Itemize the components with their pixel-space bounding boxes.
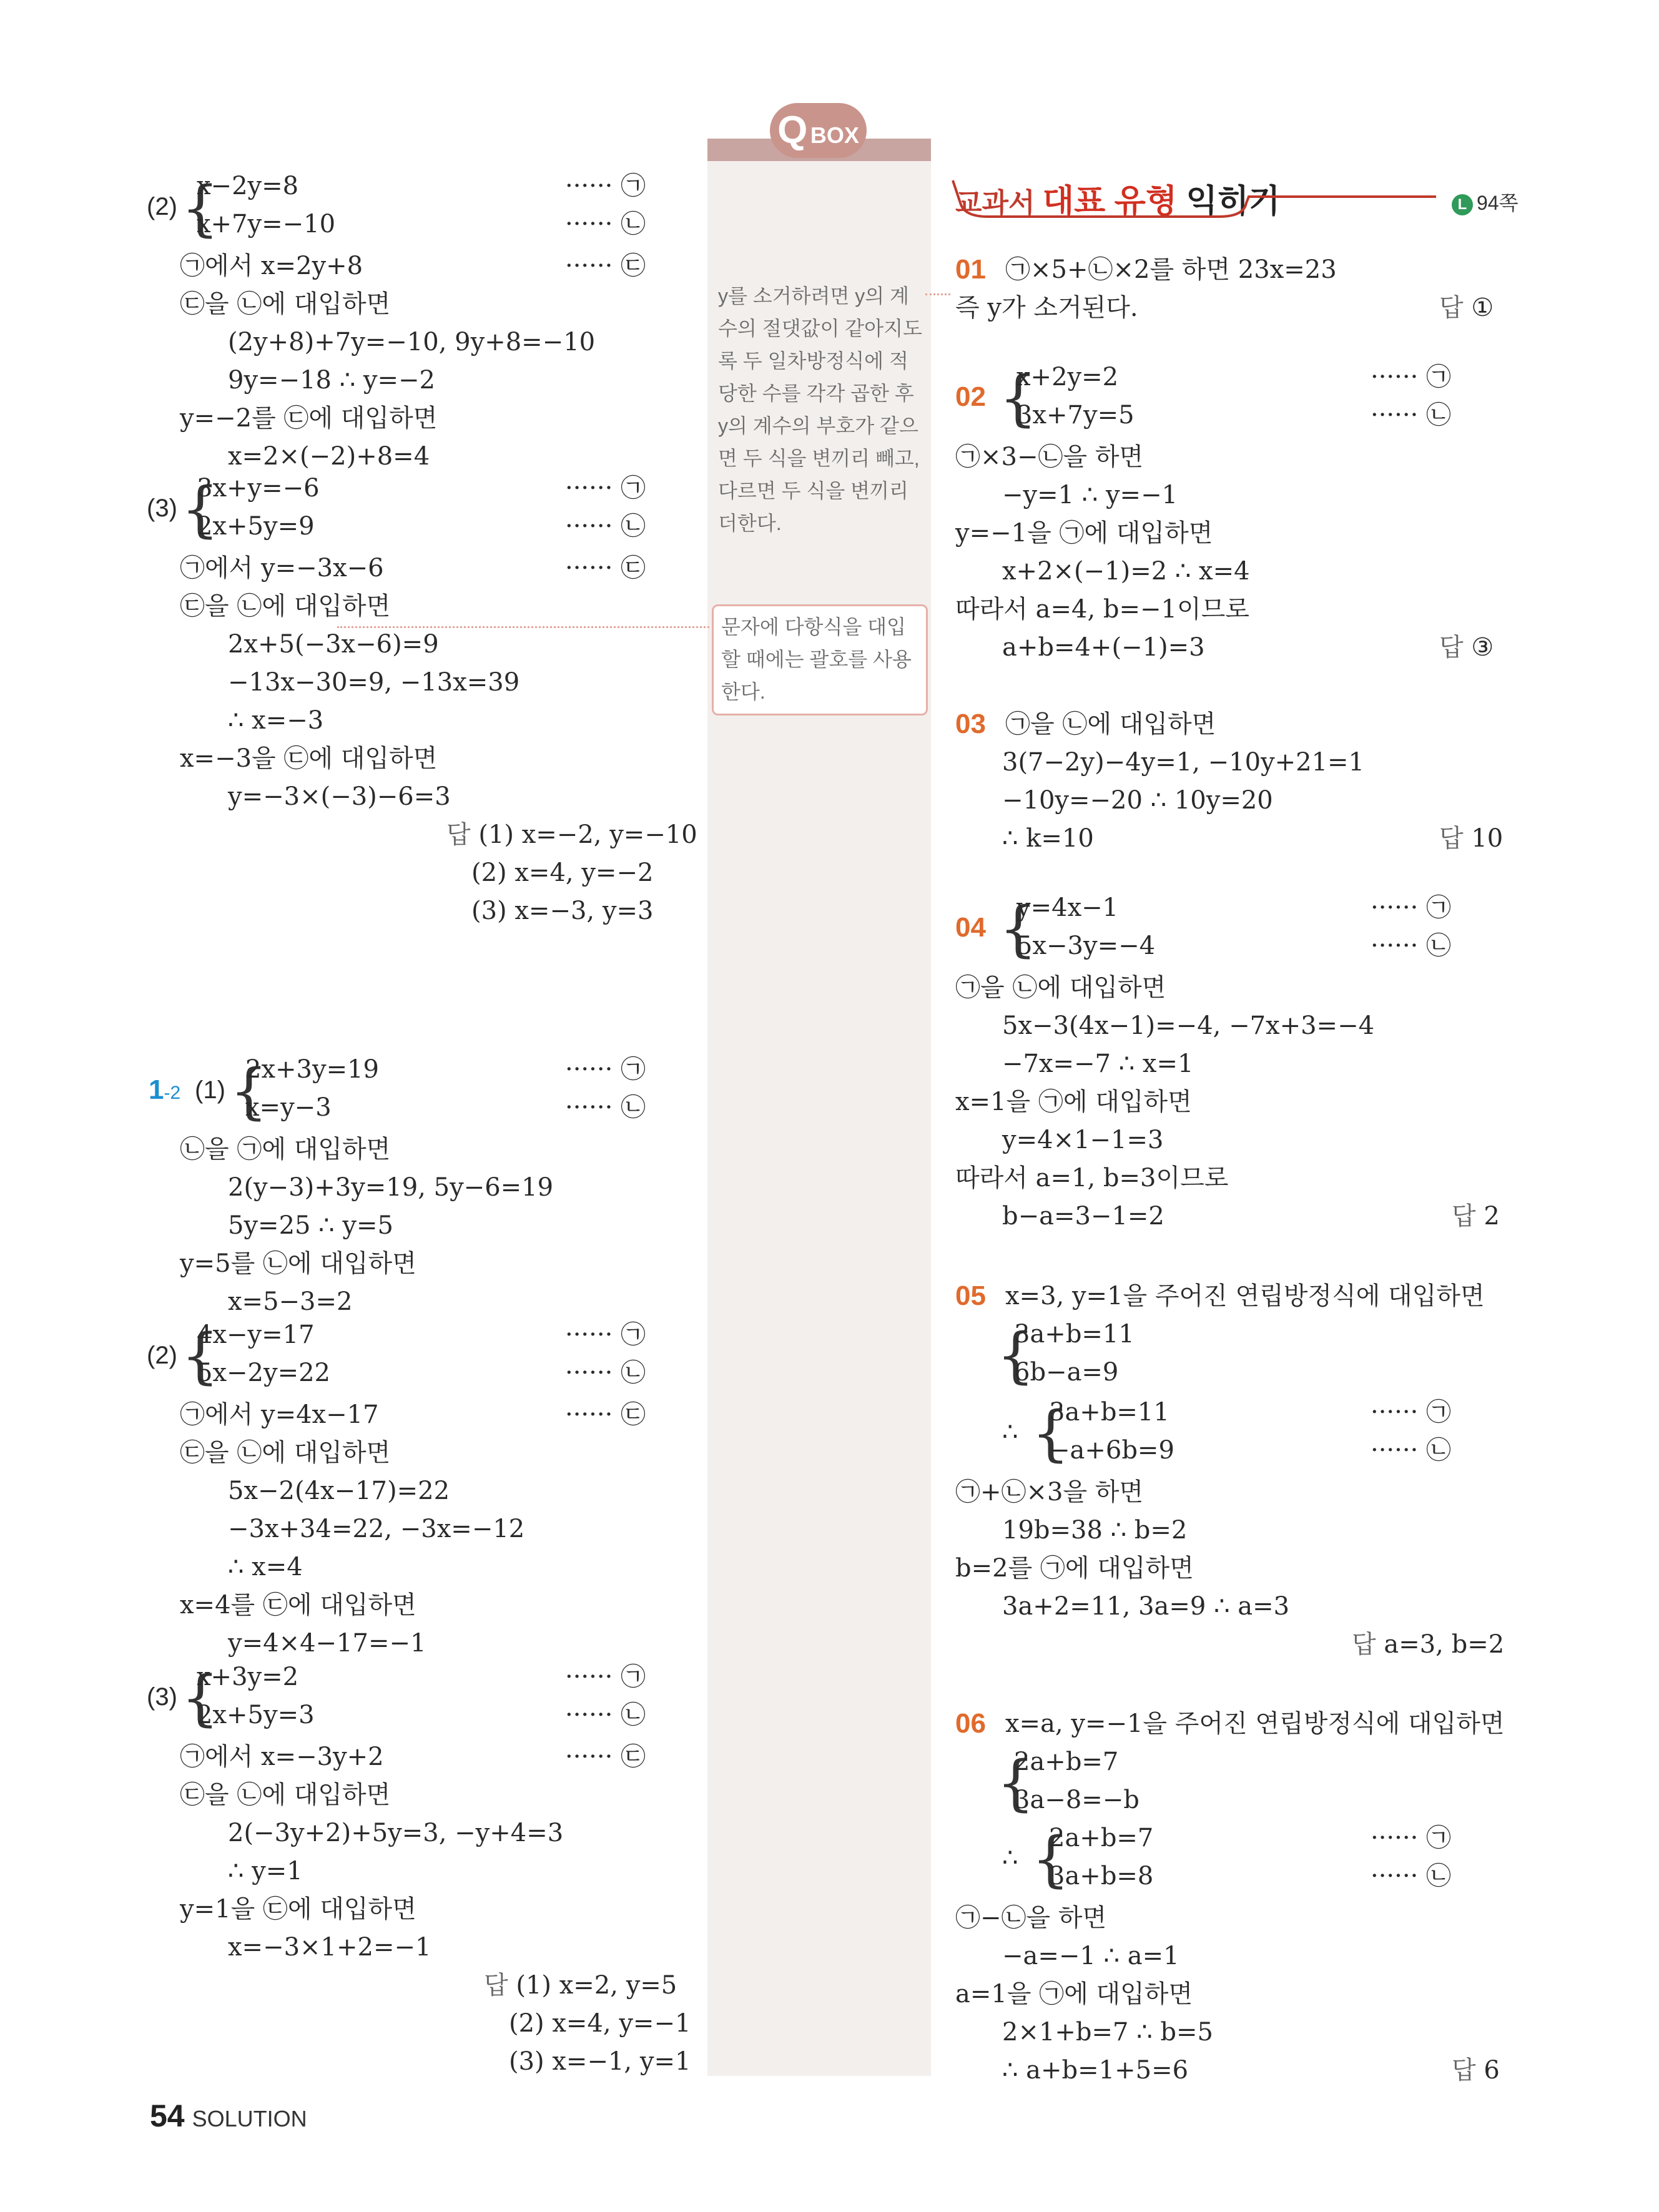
- answer-line: (3) x=−1, y=1: [509, 2047, 691, 2076]
- problem-number: 01: [955, 254, 986, 285]
- part-label: (3): [147, 494, 177, 522]
- solution-line: −13x−30=9, −13x=39: [228, 668, 520, 697]
- solution-line: ㉠을 ㉡에 대입하면: [1005, 710, 1216, 739]
- equation-marker: ······ ㉠: [1371, 1824, 1452, 1852]
- equation-marker: ······ ㉠: [565, 1320, 646, 1349]
- solution-line: x=−3×1+2=−1: [228, 1933, 431, 1962]
- answer-icon: 답: [1352, 1631, 1376, 1658]
- answer-line: 답 a=3, b=2: [1352, 1630, 1505, 1659]
- system-brace: {: [997, 1748, 1035, 1818]
- footer-label: SOLUTION: [192, 2106, 307, 2131]
- qbox-note-1: y를 소거하려면 y의 계수의 절댓값이 같아지도록 두 일차방정식에 적당한 수를 각각 곱한 후 y의 계수의 부호가 같으면 두 식을 변끼리 빼고, 다르면 두 식을 변끼리 더한다.: [718, 285, 922, 534]
- solution-line: y=4×1−1=3: [1002, 1126, 1164, 1154]
- equation-marker: ······ ㉡: [1371, 1436, 1452, 1465]
- solution-line: ∴ k=10: [1002, 824, 1094, 853]
- solution-line: x=−3을 ㉢에 대입하면: [180, 744, 438, 773]
- solution-line: −y=1 ∴ y=−1: [1002, 481, 1178, 509]
- answer-icon: 답: [1439, 825, 1464, 852]
- solution-line: ㉠에서 x=2y+8: [180, 252, 363, 280]
- answer-line: 답 ③: [1439, 633, 1494, 662]
- equation: x+7y=−10: [197, 210, 336, 238]
- solution-line: −a=−1 ∴ a=1: [1002, 1942, 1179, 1970]
- solution-line: ∴ a+b=1+5=6: [1002, 2056, 1189, 2085]
- equation: 3a+b=8: [1049, 1862, 1154, 1890]
- answer-line: 답 (1) x=2, y=5: [484, 1971, 677, 2000]
- equation: 2a+b=7: [1014, 1747, 1119, 1776]
- solution-line: y=5를 ㉡에 대입하면: [180, 1249, 416, 1278]
- equation: 5x−3y=−4: [1017, 931, 1156, 960]
- solution-line: ㉢을 ㉡에 대입하면: [180, 1781, 391, 1809]
- answer-line: (2) x=4, y=−2: [471, 858, 654, 887]
- equation: 5x−2y=22: [197, 1359, 330, 1387]
- equation: 3a−8=−b: [1014, 1786, 1140, 1814]
- solution-line: −7x=−7 ∴ x=1: [1002, 1049, 1194, 1078]
- equation-marker: ······ ㉠: [1371, 893, 1452, 922]
- answer-icon: 답: [1452, 2057, 1476, 2084]
- solution-line: ㉠에서 x=−3y+2: [180, 1743, 384, 1771]
- solution-line: ㉢을 ㉡에 대입하면: [180, 290, 391, 318]
- solution-line: ㉠×3−㉡을 하면: [955, 443, 1144, 471]
- solution-line: 9y=−18 ∴ y=−2: [228, 366, 435, 395]
- system-brace: {: [1031, 1824, 1070, 1894]
- therefore-symbol: ∴: [1002, 1418, 1018, 1447]
- equation-marker: ······ ㉢: [565, 554, 646, 582]
- system-brace: {: [230, 1056, 268, 1126]
- answer-icon: 답: [446, 821, 471, 848]
- answer-icon: 답: [1439, 634, 1464, 661]
- qbox-note-2: 문자에 다항식을 대입할 때에는 괄호를 사용한다.: [721, 616, 912, 703]
- equation-marker: ······ ㉠: [565, 1055, 646, 1084]
- equation: 2x+5y=9: [197, 512, 315, 541]
- system-brace: {: [181, 474, 220, 544]
- solution-line: 5y=25 ∴ y=5: [228, 1211, 393, 1240]
- solution-line: ㉡을 ㉠에 대입하면: [180, 1135, 391, 1164]
- solution-line: ∴ x=4: [228, 1553, 303, 1581]
- solution-line: x=2×(−2)+8=4: [228, 442, 430, 471]
- answer-line: 답 6: [1452, 2056, 1500, 2085]
- solution-line: y=4×4−17=−1: [228, 1629, 426, 1658]
- problem-number: 03: [955, 709, 986, 739]
- equation: 3x+7y=5: [1017, 401, 1135, 430]
- part-label: (2): [147, 1342, 177, 1369]
- solution-line: y=−3×(−3)−6=3: [228, 782, 451, 811]
- system-brace: {: [181, 174, 220, 243]
- solution-line: ㉠+㉡×3을 하면: [955, 1478, 1144, 1507]
- equation-marker: ······ ㉡: [565, 512, 646, 541]
- solution-line: ㉠−㉡을 하면: [955, 1904, 1107, 1932]
- page-reference: L 94쪽: [1452, 187, 1519, 216]
- equation: 3x+y=−6: [197, 474, 320, 503]
- answer-line: (3) x=−3, y=3: [471, 897, 654, 925]
- problem-number: 06: [955, 1708, 986, 1739]
- answer-icon: 답: [484, 1972, 508, 1999]
- equation: 2x+3y=19: [245, 1055, 379, 1084]
- solution-line: 3a+2=11, 3a=9 ∴ a=3: [1002, 1592, 1290, 1621]
- solution-line: ㉢을 ㉡에 대입하면: [180, 1438, 391, 1467]
- equation-marker: ······ ㉠: [1371, 363, 1452, 391]
- solution-line: y=1을 ㉢에 대입하면: [180, 1895, 416, 1924]
- solution-line: ㉠을 ㉡에 대입하면: [955, 973, 1166, 1002]
- equation-marker: ······ ㉠: [1371, 1398, 1452, 1427]
- answer-line: 답 10: [1439, 824, 1504, 853]
- page-footer: [150, 2098, 307, 2134]
- reference-icon: L: [1452, 194, 1473, 215]
- solution-line: (2y+8)+7y=−10, 9y+8=−10: [228, 328, 596, 356]
- part-label: (2): [147, 193, 177, 220]
- part-label: (1): [195, 1076, 225, 1104]
- solution-line: b−a=3−1=2: [1002, 1202, 1164, 1231]
- solution-line: x=1을 ㉠에 대입하면: [955, 1088, 1192, 1116]
- answer-icon: 답: [1439, 294, 1464, 322]
- equation: x+2y=2: [1017, 363, 1119, 391]
- qbox-badge: Q BOX: [770, 103, 867, 158]
- answer-line: (2) x=4, y=−1: [509, 2009, 691, 2038]
- solution-line: 따라서 a=1, b=3이므로: [955, 1164, 1229, 1192]
- system-brace: {: [181, 1663, 220, 1733]
- solution-line: 5x−2(4x−17)=22: [228, 1477, 450, 1505]
- solution-line: 2x+5(−3x−6)=9: [228, 630, 439, 659]
- solution-line: ㉠×5+㉡×2를 하면 23x=23: [1005, 255, 1337, 284]
- equation-marker: ······ ㉢: [565, 1400, 646, 1429]
- problem-number: 05: [955, 1281, 986, 1311]
- part-label: (3): [147, 1683, 177, 1711]
- solution-line: 2(y−3)+3y=19, 5y−6=19: [228, 1173, 554, 1202]
- equation-marker: ······ ㉡: [565, 1093, 646, 1122]
- solution-line: x+2×(−1)=2 ∴ x=4: [1002, 557, 1250, 586]
- equation: y=4x−1: [1017, 893, 1119, 922]
- equation-marker: ······ ㉡: [1371, 1862, 1452, 1890]
- equation: −a+6b=9: [1049, 1436, 1174, 1465]
- equation-marker: ······ ㉠: [565, 1663, 646, 1691]
- solution-line: ㉠에서 y=−3x−6: [180, 554, 384, 582]
- solution-line: ∴ y=1: [228, 1857, 303, 1885]
- problem-number: 04: [955, 912, 986, 943]
- solution-line: x=4를 ㉢에 대입하면: [180, 1591, 416, 1620]
- solution-line: −10y=−20 ∴ 10y=20: [1002, 786, 1273, 815]
- equation: x+3y=2: [197, 1663, 299, 1691]
- problem-number: 02: [955, 381, 986, 412]
- equation-marker: ······ ㉡: [1371, 931, 1452, 960]
- solution-line: −3x+34=22, −3x=−12: [228, 1515, 525, 1543]
- answer-line: 답 2: [1452, 1202, 1500, 1231]
- equation: x=y−3: [245, 1093, 332, 1122]
- answer-line: 답 (1) x=−2, y=−10: [446, 820, 697, 849]
- therefore-symbol: ∴: [1002, 1844, 1018, 1872]
- equation-marker: ······ ㉢: [565, 252, 646, 280]
- solution-line: ㉠에서 y=4x−17: [180, 1400, 379, 1429]
- equation-marker: ······ ㉢: [565, 1743, 646, 1771]
- section-title-underline: [950, 178, 1437, 223]
- solution-line: x=5−3=2: [228, 1287, 353, 1316]
- section-title: 교과서 대표 유형 익히기: [955, 184, 1281, 220]
- equation: 3a+b=11: [1049, 1398, 1169, 1427]
- solution-line: 2(−3y+2)+5y=3, −y+4=3: [228, 1819, 564, 1847]
- equation: 2x+5y=3: [197, 1701, 315, 1729]
- qbox-leader-1: [925, 293, 950, 295]
- solution-line: 19b=38 ∴ b=2: [1002, 1516, 1188, 1545]
- system-brace: {: [1031, 1398, 1070, 1468]
- solution-line: y=−1을 ㉠에 대입하면: [955, 519, 1213, 548]
- solution-line: a=1을 ㉠에 대입하면: [955, 1980, 1193, 2008]
- equation-marker: ······ ㉡: [565, 210, 646, 238]
- solution-line: a+b=4+(−1)=3: [1002, 633, 1205, 662]
- solution-line: x=a, y=−1을 주어진 연립방정식에 대입하면: [1005, 1709, 1505, 1738]
- solution-line: x=3, y=1을 주어진 연립방정식에 대입하면: [1005, 1282, 1485, 1310]
- equation: x−2y=8: [197, 172, 299, 200]
- system-brace: {: [997, 1320, 1035, 1390]
- equation-marker: ······ ㉠: [565, 474, 646, 503]
- system-brace: {: [999, 894, 1038, 964]
- answer-icon: 답: [1452, 1202, 1476, 1230]
- problem-number: 1-2: [149, 1074, 181, 1105]
- solution-line: 5x−3(4x−1)=−4, −7x+3=−4: [1002, 1011, 1375, 1040]
- solution-line: y=−2를 ㉢에 대입하면: [180, 404, 438, 433]
- solution-line: 즉 y가 소거된다.: [955, 293, 1138, 322]
- system-brace: {: [999, 363, 1038, 433]
- solution-line: ㉢을 ㉡에 대입하면: [180, 592, 391, 621]
- page-number: 54: [150, 2098, 185, 2133]
- solution-line: 따라서 a=4, b=−1이므로: [955, 595, 1249, 624]
- equation: 2a+b=7: [1049, 1824, 1154, 1852]
- solution-line: 3(7−2y)−4y=1, −10y+21=1: [1002, 748, 1365, 777]
- equation-marker: ······ ㉠: [565, 172, 646, 200]
- equation: 6b−a=9: [1014, 1358, 1119, 1387]
- answer-line: 답 ①: [1439, 293, 1494, 322]
- solution-line: 2×1+b=7 ∴ b=5: [1002, 2018, 1213, 2047]
- equation-marker: ······ ㉡: [565, 1359, 646, 1387]
- equation-marker: ······ ㉡: [1371, 401, 1452, 430]
- solution-line: ∴ x=−3: [228, 706, 324, 735]
- system-brace: {: [181, 1321, 220, 1391]
- solution-line: b=2를 ㉠에 대입하면: [955, 1554, 1194, 1583]
- equation-marker: ······ ㉡: [565, 1701, 646, 1729]
- equation: 4x−y=17: [197, 1320, 315, 1349]
- equation: 3a+b=11: [1014, 1320, 1135, 1349]
